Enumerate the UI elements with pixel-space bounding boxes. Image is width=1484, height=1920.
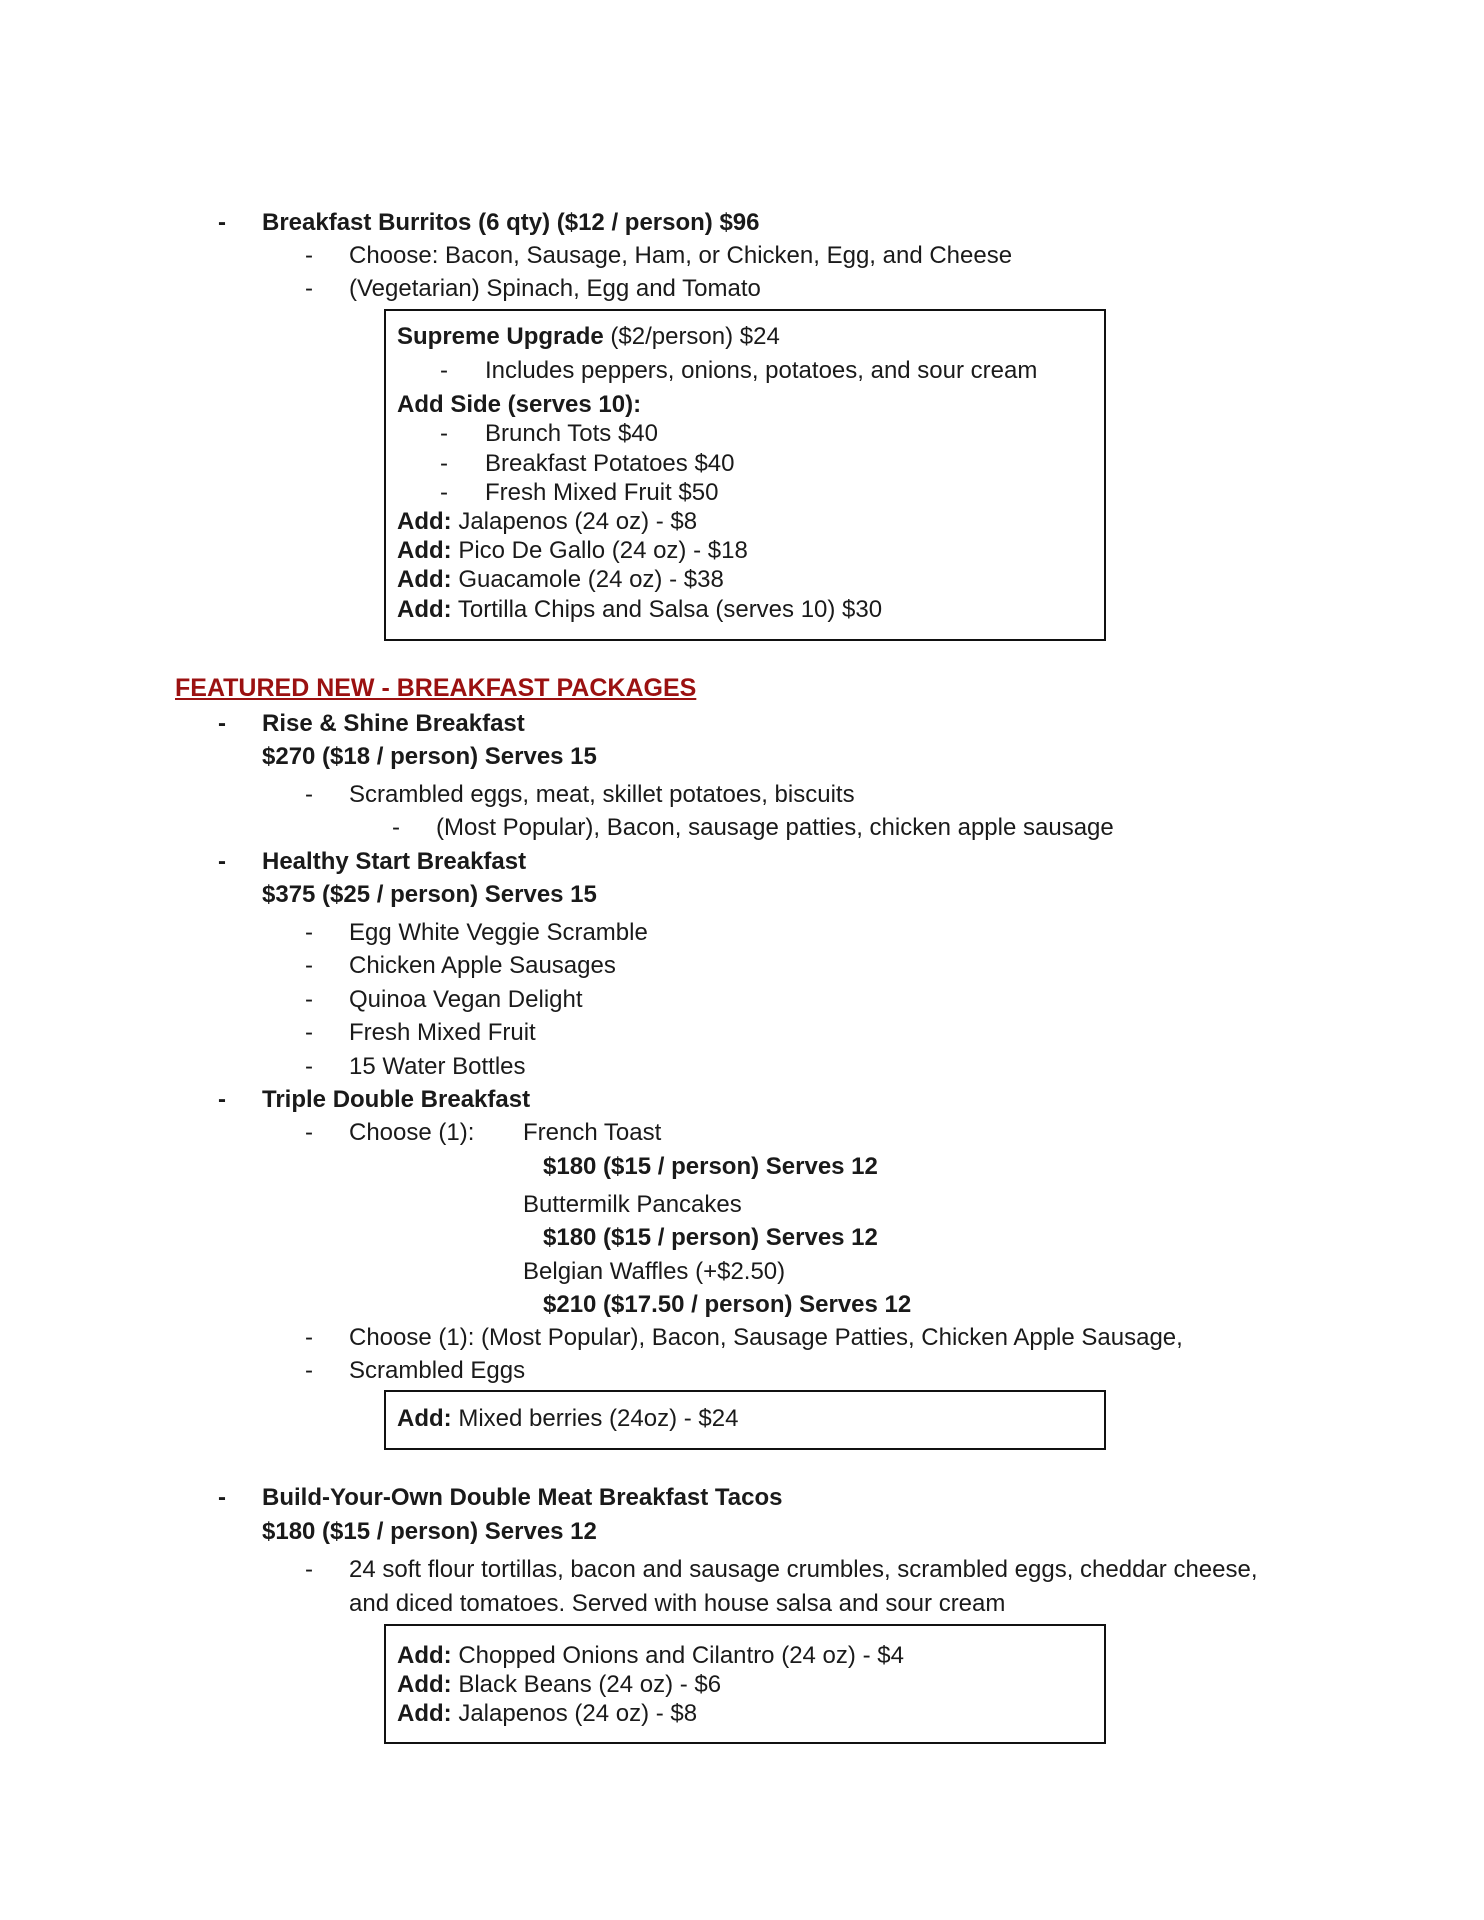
- list-item: Fresh Mixed Fruit $50: [485, 479, 719, 506]
- list-item: (Vegetarian) Spinach, Egg and Tomato: [349, 275, 761, 302]
- add-line: Add: Guacamole (24 oz) - $38: [397, 566, 724, 593]
- list-item: Choose (1): (Most Popular), Bacon, Sausage Patties, Chicken Apple Sausage,: [349, 1324, 1183, 1351]
- bullet-dash: -: [392, 814, 400, 841]
- bullet-dash: -: [305, 1324, 313, 1351]
- burritos-title: Breakfast Burritos (6 qty) ($12 / person) $96: [262, 209, 760, 236]
- bullet-dash: -: [305, 242, 313, 269]
- tacos-title: Build-Your-Own Double Meat Breakfast Tacos: [262, 1484, 783, 1511]
- option-name: Belgian Waffles (+$2.50): [523, 1258, 786, 1285]
- supreme-upgrade: Supreme Upgrade ($2/person) $24: [397, 323, 780, 350]
- featured-heading: FEATURED NEW - BREAKFAST PACKAGES: [175, 674, 697, 702]
- rise-price: $270 ($18 / person) Serves 15: [262, 743, 597, 770]
- bullet-dash: -: [218, 848, 226, 875]
- bullet-dash: -: [218, 1086, 226, 1113]
- choose-label: Choose (1):: [349, 1119, 475, 1146]
- bullet-dash: -: [218, 710, 226, 737]
- list-item: 15 Water Bottles: [349, 1053, 526, 1080]
- option-name: French Toast: [523, 1119, 662, 1146]
- bullet-dash: -: [305, 781, 313, 808]
- add-line: Add: Black Beans (24 oz) - $6: [397, 1671, 722, 1698]
- option-price: $180 ($15 / person) Serves 12: [543, 1153, 878, 1180]
- bullet-dash: -: [305, 1357, 313, 1384]
- bullet-dash: -: [305, 1053, 313, 1080]
- add-line: Add: Jalapenos (24 oz) - $8: [397, 1700, 698, 1727]
- rise-title: Rise & Shine Breakfast: [262, 710, 525, 737]
- bullet-dash: -: [305, 986, 313, 1013]
- add-line: Add: Jalapenos (24 oz) - $8: [397, 508, 698, 535]
- bullet-dash: -: [305, 275, 313, 302]
- bullet-dash: -: [440, 420, 448, 447]
- bullet-dash: -: [305, 952, 313, 979]
- add-line: Add: Tortilla Chips and Salsa (serves 10) $30: [397, 596, 883, 623]
- bullet-dash: -: [440, 479, 448, 506]
- triple-title: Triple Double Breakfast: [262, 1086, 531, 1113]
- add-line: Add: Mixed berries (24oz) - $24: [397, 1405, 739, 1432]
- add-side-label: Add Side (serves 10):: [397, 391, 642, 418]
- tacos-price: $180 ($15 / person) Serves 12: [262, 1518, 597, 1545]
- list-item: Quinoa Vegan Delight: [349, 986, 583, 1013]
- list-item-continued: and diced tomatoes. Served with house salsa and sour cream: [349, 1590, 1006, 1617]
- bullet-dash: -: [305, 1119, 313, 1146]
- bullet-dash: -: [218, 209, 226, 236]
- bullet-dash: -: [305, 1556, 313, 1583]
- option-price: $210 ($17.50 / person) Serves 12: [543, 1291, 912, 1318]
- healthy-title: Healthy Start Breakfast: [262, 848, 527, 875]
- list-item: Choose: Bacon, Sausage, Ham, or Chicken, Egg, and Cheese: [349, 242, 1013, 269]
- option-price: $180 ($15 / person) Serves 12: [543, 1224, 878, 1251]
- list-item: Chicken Apple Sausages: [349, 952, 616, 979]
- list-item: Fresh Mixed Fruit: [349, 1019, 536, 1046]
- bullet-dash: -: [440, 450, 448, 477]
- bullet-dash: -: [305, 919, 313, 946]
- add-line: Add: Pico De Gallo (24 oz) - $18: [397, 537, 748, 564]
- healthy-price: $375 ($25 / person) Serves 15: [262, 881, 597, 908]
- bullet-dash: -: [305, 1019, 313, 1046]
- list-item: Includes peppers, onions, potatoes, and sour cream: [485, 357, 1038, 384]
- option-name: Buttermilk Pancakes: [523, 1191, 742, 1218]
- bullet-dash: -: [440, 357, 448, 384]
- list-item: (Most Popular), Bacon, sausage patties, chicken apple sausage: [436, 814, 1114, 841]
- list-item: Scrambled eggs, meat, skillet potatoes, biscuits: [349, 781, 855, 808]
- bullet-dash: -: [218, 1484, 226, 1511]
- list-item: Brunch Tots $40: [485, 420, 659, 447]
- list-item: 24 soft flour tortillas, bacon and sausage crumbles, scrambled eggs, cheddar cheese,: [349, 1556, 1258, 1583]
- list-item: Breakfast Potatoes $40: [485, 450, 735, 477]
- list-item: Egg White Veggie Scramble: [349, 919, 648, 946]
- list-item: Scrambled Eggs: [349, 1357, 526, 1384]
- add-line: Add: Chopped Onions and Cilantro (24 oz) - $4: [397, 1642, 904, 1669]
